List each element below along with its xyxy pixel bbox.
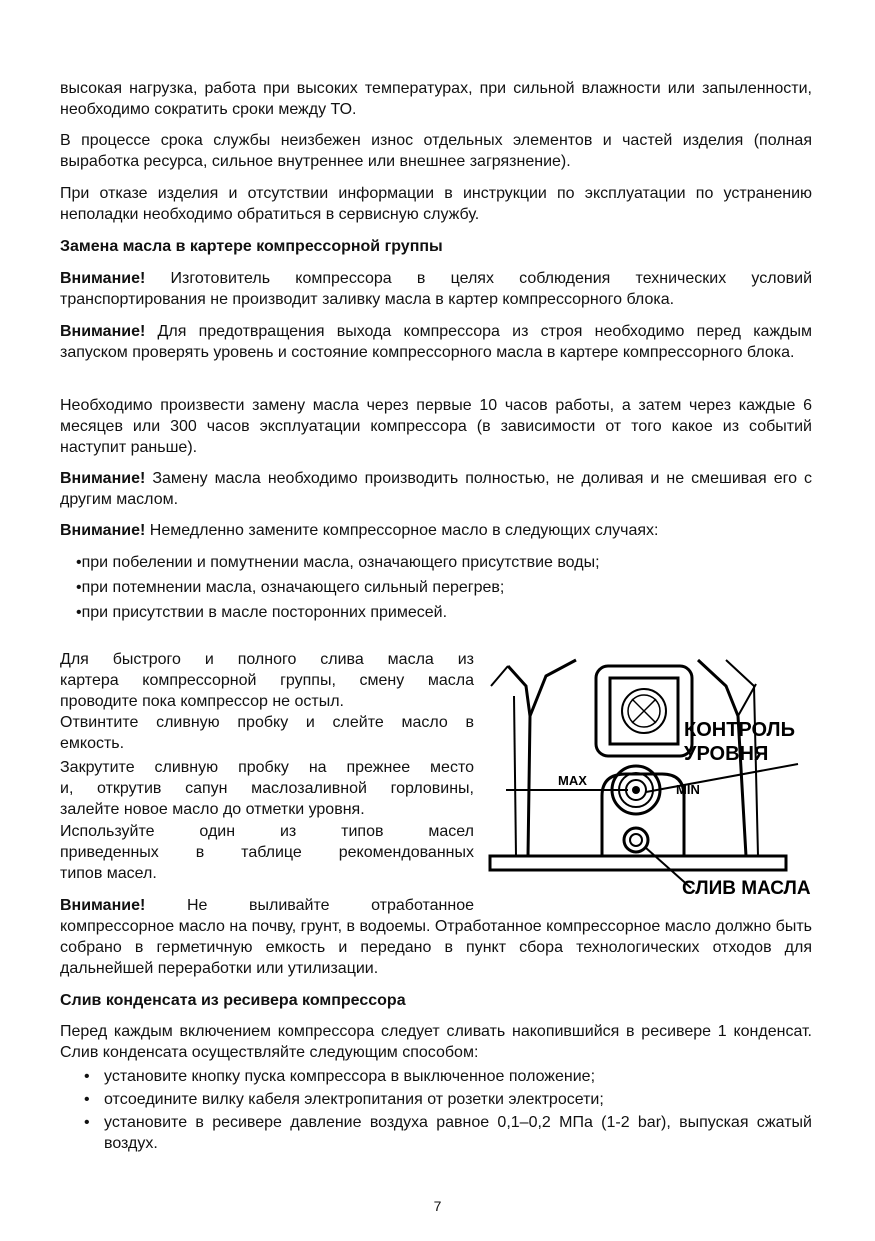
paragraph-attention-disposal-start: [60, 895, 474, 916]
paragraph-text: Немедленно замените компрессорное масло в следующих случаях:: [149, 522, 659, 539]
paragraph-disposal: компрессорное масло на почву, грунт, в водоемы. Отработанное компрессорное масло должно быть собрано в герметичную емкость и передано в пункт сбора технологических отходов для дальнейшей переработки или утилизации.: [60, 918, 812, 977]
paragraph-condensate-intro: Перед каждым включением компрессора следует сливать накопившийся в ресивере 1 конденсат. Слив конденсата осуществляйте следующим способом:: [60, 1023, 812, 1061]
column-line: проводите пока компрессор не остыл.: [60, 693, 344, 710]
crankcase-figure: [486, 656, 818, 902]
column-line: Отвинтите сливную пробку и слейте масло в: [60, 714, 474, 731]
paragraph-wear: В процессе срока службы неизбежен износ отдельных элементов и частей изделия (полная выработка ресурса, сильное внутреннее или внешнее загрязнение).: [60, 132, 812, 170]
paragraph-oil-change-schedule: Необходимо произвести замену масла через первые 10 часов работы, а затем через каждые 6 месяцев или 300 часов эксплуатации компрессора (в зависимости от того какое из событий наступит раньше).: [60, 397, 812, 456]
paragraph-attention-immediate: [60, 520, 812, 541]
page-number: 7: [433, 1198, 442, 1214]
paragraph-attention-full-change: [60, 468, 812, 510]
column-line: приведенных в таблице рекомендованных: [60, 844, 474, 861]
label-min: MIN: [676, 782, 700, 797]
section-heading-condensate: Слив конденсата из ресивера компрессора: [60, 992, 406, 1009]
list-item: •при побелении и помутнении масла, означающего присутствие воды;: [76, 554, 600, 571]
column-line: Для быстрого и полного слива масла из: [60, 651, 474, 668]
column-line: картера компрессорной группы, смену масла: [60, 672, 474, 689]
list-item: отсоедините вилку кабеля электропитания от розетки электросети;: [104, 1091, 604, 1108]
paragraph-text: Замену масла необходимо производить полностью, не доливая и не смешивая его с другим маслом.: [60, 470, 813, 508]
column-line: залейте новое масло до отметки уровня.: [60, 801, 365, 818]
paragraph-maintenance-intervals: высокая нагрузка, работа при высоких температурах, при сильной влажности или запыленности, необходимо сократить сроки между ТО.: [60, 80, 812, 118]
section-heading-oil-change: Замена масла в картере компрессорной группы: [60, 238, 443, 255]
paragraph-text: Для предотвращения выхода компрессора из строя необходимо перед каждым запуском проверять уровень и состояние компрессорного масла в картере компрессорного блока.: [60, 323, 812, 361]
list-item: •при потемнении масла, означающего сильный перегрев;: [76, 579, 505, 596]
list-item: установите кнопку пуска компрессора в выключенное положение;: [104, 1068, 596, 1085]
attention-label: Внимание!: [60, 470, 146, 487]
paragraph-attention-check-level: [60, 321, 812, 363]
column-line: Закрутите сливную пробку на прежнее место: [60, 759, 474, 776]
paragraph-service: При отказе изделия и отсутствии информации в инструкции по эксплуатации по устранению неполадки необходимо обратиться в сервисную службу.: [60, 185, 812, 223]
attention-label: Внимание!: [60, 323, 146, 340]
paragraph-text: Не выливайте отработанное: [186, 897, 474, 914]
paragraph-text: Изготовитель компрессора в целях соблюдения технических условий транспортирования не производит заливку масла в картер компрессорного блока.: [60, 270, 813, 308]
list-item: установите в ресивере давление воздуха равное 0,1–0,2 МПа (1-2 bar), выпуская сжатый воздух.: [104, 1114, 812, 1152]
label-level-control-2: УРОВНЯ: [684, 743, 769, 765]
column-line: типов масел.: [60, 865, 157, 882]
column-line: и, открутив сапун маслозаливной горловины,: [60, 780, 474, 797]
label-max: MAX: [558, 773, 587, 788]
column-line: Используйте один из типов масел: [60, 823, 474, 840]
label-level-control-1: КОНТРОЛЬ: [684, 719, 795, 741]
paragraph-attention-no-oil: [60, 268, 812, 310]
bullet: •: [84, 1091, 90, 1108]
list-item: •при присутствии в масле посторонних примесей.: [76, 604, 448, 621]
label-oil-drain: СЛИВ МАСЛА: [682, 878, 811, 899]
attention-label: Внимание!: [60, 522, 146, 539]
attention-label: Внимание!: [60, 897, 146, 914]
attention-label: Внимание!: [60, 270, 146, 287]
column-line: емкость.: [60, 735, 125, 752]
bullet: •: [84, 1068, 90, 1085]
bullet: •: [84, 1114, 90, 1131]
